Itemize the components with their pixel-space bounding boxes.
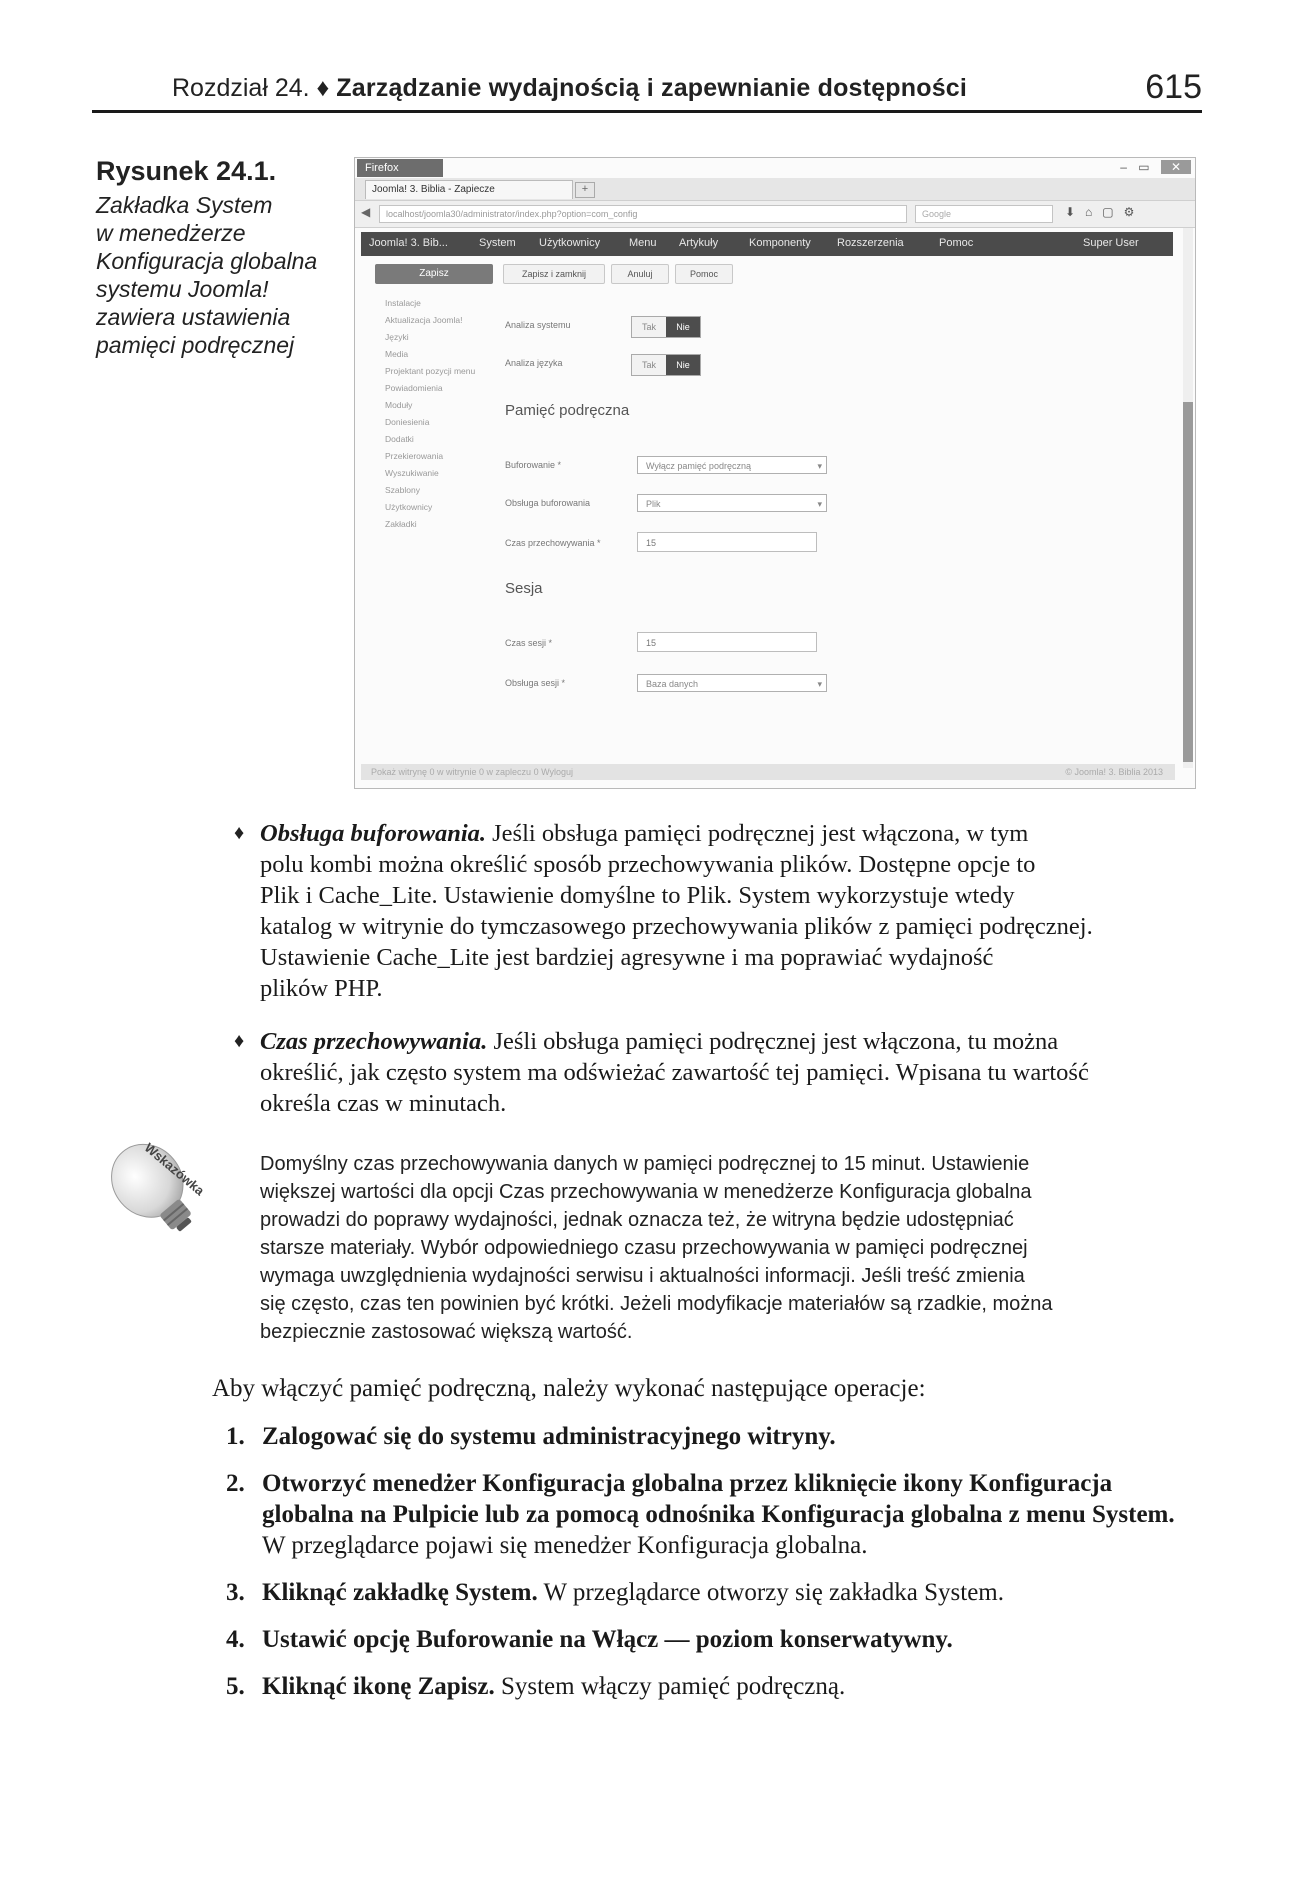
steps-list xyxy=(226,1421,1192,1718)
header-rule xyxy=(92,110,1202,113)
czas-sesji-label: Czas sesji * xyxy=(505,638,553,648)
sidebar-item[interactable]: Aktualizacja Joomla! xyxy=(385,315,463,325)
analiza-jezyka-label: Analiza języka xyxy=(505,358,563,368)
toggle-no[interactable]: Nie xyxy=(666,355,700,375)
text-line: katalog w witrynie do tymczasowego przechowywania plików z pamięci podręcznej. xyxy=(260,913,1093,940)
step-item xyxy=(226,1468,1192,1561)
figure-screenshot xyxy=(354,157,1196,789)
caption-line: zawiera ustawienia xyxy=(96,304,291,330)
buforowanie-label: Buforowanie * xyxy=(505,460,562,470)
menu-item[interactable]: Rozszerzenia xyxy=(837,237,904,249)
step-item xyxy=(226,1421,1192,1452)
caption-line: Konfiguracja globalna xyxy=(96,248,318,274)
toggle-yes[interactable]: Tak xyxy=(632,355,666,375)
step-bold: Ustawić opcję Buforowanie na Włącz — poziom konserwatywny. xyxy=(262,1626,953,1653)
obsluga-sesji-label: Obsługa sesji * xyxy=(505,678,566,688)
analiza-systemu-toggle[interactable] xyxy=(631,316,701,338)
menu-item[interactable]: Pomoc xyxy=(939,237,974,249)
sidebar-item[interactable]: Moduły xyxy=(385,400,413,410)
step-item xyxy=(226,1671,1192,1702)
toolbar-icons[interactable]: ⬇⌂▢⚙ xyxy=(1065,205,1145,219)
address-bar[interactable]: localhost/joomla30/administrator/index.php?option=com_config xyxy=(379,205,907,223)
caption-line: systemu Joomla! xyxy=(96,276,269,302)
text-line: określić, jak często system ma odświeżać zawartość tej pamięci. Wpisana tu wartość xyxy=(260,1059,1089,1086)
status-left: Pokaż witrynę 0 w witrynie 0 w zapleczu 0 Wyloguj xyxy=(371,767,573,777)
text-line xyxy=(260,1026,1190,1057)
step-item xyxy=(226,1577,1192,1608)
window-controls xyxy=(1112,160,1191,174)
menu-item[interactable]: Artykuły xyxy=(679,237,719,249)
caption-line: pamięci podręcznej xyxy=(96,332,295,358)
step-number: 3. xyxy=(226,1579,245,1606)
step-number: 2. xyxy=(226,1470,245,1497)
section-heading-cache: Pamięć podręczna xyxy=(505,402,630,419)
caption-line: w menedżerze xyxy=(96,220,246,246)
text-fragment: Jeśli obsługa pamięci podręcznej jest włączona, tu można xyxy=(493,1028,1059,1055)
step-rest: System włączy pamięć podręczną. xyxy=(494,1673,846,1700)
sidebar-item[interactable]: Projektant pozycji menu xyxy=(385,366,476,376)
step-rest: W przeglądarce otworzy się zakładka System. xyxy=(537,1579,1004,1606)
tip-badge-label: Wskazówka xyxy=(141,1139,208,1199)
tip-line: większej wartości dla opcji Czas przechowywania w menedżerze Konfiguracja globalna xyxy=(260,1181,1032,1203)
sidebar-item[interactable]: Powiadomienia xyxy=(385,383,443,393)
step-bold: Kliknąć ikonę Zapisz. xyxy=(262,1673,495,1700)
admin-toolbar xyxy=(361,264,1173,286)
config-sidebar xyxy=(385,298,477,536)
tip-line: wymaga uwzględnienia wydajności serwisu i aktualności informacji. Jeśli treść zmienia xyxy=(260,1265,1025,1287)
step-number: 5. xyxy=(226,1673,245,1700)
tip-line: się często, czas ten powinien być krótki. Jeżeli modyfikacje materiałów są rzadkie, można xyxy=(260,1293,1053,1315)
save-close-button[interactable]: Zapisz i zamknij xyxy=(503,264,605,284)
browser-tabbar xyxy=(355,178,1195,201)
menu-item[interactable]: Użytkownicy xyxy=(539,237,601,249)
text-line: plików PHP. xyxy=(260,975,383,1002)
sidebar-item[interactable]: Zakładki xyxy=(385,519,417,529)
analiza-jezyka-toggle[interactable] xyxy=(631,354,701,376)
tip-box xyxy=(260,1150,1200,1346)
obsluga-buforowania-label: Obsługa buforowania xyxy=(505,498,591,508)
header-chapter: Rozdział 24. xyxy=(172,74,310,102)
maximize-icon[interactable]: ▭ xyxy=(1138,160,1150,174)
menu-item[interactable]: Joomla! 3. Bib... xyxy=(369,237,448,249)
text-fragment: Jeśli obsługa pamięci podręcznej jest włączona, w tym xyxy=(492,820,1029,847)
sidebar-item[interactable]: Media xyxy=(385,349,409,359)
step-number: 4. xyxy=(226,1626,245,1653)
header-chapter-title: Zarządzanie wydajnością i zapewnianie dostępności xyxy=(336,74,968,102)
minimize-icon[interactable]: – xyxy=(1120,160,1127,174)
tip-line: bezpiecznie zastosować większą wartość. xyxy=(260,1321,633,1343)
sidebar-item[interactable]: Instalacje xyxy=(385,298,421,308)
browser-tab[interactable]: Joomla! 3. Biblia - Zapiecze xyxy=(365,180,573,199)
text-line xyxy=(260,818,1190,849)
browser-menu-button[interactable]: Firefox xyxy=(357,159,443,177)
text-line: Ustawienie Cache_Lite jest bardziej agresywne i ma poprawiać wydajność xyxy=(260,944,994,971)
chevron-down-icon: ▾ xyxy=(817,461,822,471)
step-number: 1. xyxy=(226,1423,245,1450)
back-icon[interactable]: ◀ xyxy=(361,205,371,219)
page-number: 615 xyxy=(1145,68,1202,106)
toggle-no[interactable]: Nie xyxy=(666,317,700,337)
czas-sesji-input[interactable]: 15 xyxy=(637,632,817,652)
steps-intro: Aby włączyć pamięć podręczną, należy wykonać następujące operacje: xyxy=(212,1375,926,1402)
sidebar-item[interactable]: Szablony xyxy=(385,485,420,495)
caption-line: Zakładka System xyxy=(96,192,273,218)
cancel-button[interactable]: Anuluj xyxy=(611,264,669,284)
browser-navbar xyxy=(355,201,1195,228)
admin-menubar xyxy=(361,232,1173,256)
toggle-yes[interactable]: Tak xyxy=(632,317,666,337)
menu-item[interactable]: Super User xyxy=(1083,237,1139,249)
buforowanie-select[interactable] xyxy=(637,456,827,474)
chevron-down-icon: ▾ xyxy=(817,679,822,689)
search-input[interactable]: Google xyxy=(915,205,1053,223)
obsluga-buforowania-value: Plik xyxy=(646,499,661,509)
tip-line: starsze materiały. Wybór odpowiedniego czasu przechowywania w pamięci podręcznej xyxy=(260,1237,1028,1259)
new-tab-icon[interactable]: + xyxy=(575,182,595,198)
text-line: polu kombi można określić sposób przechowywania plików. Dostępne opcje to xyxy=(260,851,1036,878)
text-line: Plik i Cache_Lite. Ustawienie domyślne to Plik. System wykorzystuje wtedy xyxy=(260,882,1015,909)
sidebar-item[interactable]: Użytkownicy xyxy=(385,502,433,512)
menu-item[interactable]: System xyxy=(479,237,516,249)
step-bold: Zalogować się do systemu administracyjnego witryny. xyxy=(262,1423,836,1450)
step-rest: W przeglądarce pojawi się menedżer Konfiguracja globalna. xyxy=(262,1532,868,1559)
sidebar-item[interactable]: Przekierowania xyxy=(385,451,444,461)
czas-przechowywania-label: Czas przechowywania * xyxy=(505,538,601,548)
tip-lightbulb-icon xyxy=(100,1130,210,1250)
save-button[interactable]: Zapisz xyxy=(375,264,493,284)
tip-line: prowadzi do poprawy wydajności, jednak oznacza też, że witryna będzie udostępniać xyxy=(260,1209,1014,1231)
status-right: © Joomla! 3. Biblia 2013 xyxy=(1065,767,1163,777)
sidebar-item[interactable]: Dodatki xyxy=(385,434,414,444)
obsluga-buforowania-select[interactable] xyxy=(637,494,827,512)
running-header xyxy=(92,64,1202,116)
figure-description xyxy=(96,191,336,359)
diamond-bullet-icon: ♦ xyxy=(234,822,245,844)
tip-line: Domyślny czas przechowywania danych w pamięci podręcznej to 15 minut. Ustawienie xyxy=(260,1153,1030,1175)
sidebar-item[interactable]: Wyszukiwanie xyxy=(385,468,439,478)
diamond-icon: ♦ xyxy=(316,74,330,102)
header-title xyxy=(172,74,967,103)
step-bold: Otworzyć menedżer Konfiguracja globalna przez kliknięcie ikony Konfiguracja globalna na Pulpicie lub za pomocą odnośnika Konfiguracja globalna z menu System. xyxy=(262,1470,1175,1528)
analiza-systemu-label: Analiza systemu xyxy=(505,320,571,330)
menu-item[interactable]: Menu xyxy=(629,237,657,249)
step-bold: Kliknąć zakładkę System. xyxy=(262,1579,538,1606)
obsluga-sesji-select[interactable] xyxy=(637,674,827,692)
list-item-czas-przechowywania xyxy=(260,1026,1190,1119)
term: Czas przechowywania. xyxy=(260,1028,488,1055)
figure-caption xyxy=(96,156,336,359)
sidebar-item[interactable]: Języki xyxy=(385,332,409,342)
buforowanie-value: Wyłącz pamięć podręczną xyxy=(646,461,751,471)
chevron-down-icon: ▾ xyxy=(817,499,822,509)
text-line: określa czas w minutach. xyxy=(260,1090,507,1117)
czas-przechowywania-input[interactable]: 15 xyxy=(637,532,817,552)
obsluga-sesji-value: Baza danych xyxy=(646,679,699,689)
close-icon[interactable]: ✕ xyxy=(1161,160,1191,174)
list-item-obsluga-buforowania xyxy=(260,818,1190,1004)
diamond-bullet-icon: ♦ xyxy=(234,1030,245,1052)
help-button[interactable]: Pomoc xyxy=(675,264,733,284)
figure-label: Rysunek 24.1. xyxy=(96,156,277,186)
term: Obsługa buforowania. xyxy=(260,820,487,847)
step-item xyxy=(226,1624,1192,1655)
sidebar-item[interactable]: Doniesienia xyxy=(385,417,430,427)
admin-statusbar xyxy=(361,764,1175,780)
section-heading-session: Sesja xyxy=(505,580,543,597)
menu-item[interactable]: Komponenty xyxy=(749,237,811,249)
scrollbar-thumb[interactable] xyxy=(1183,402,1193,762)
